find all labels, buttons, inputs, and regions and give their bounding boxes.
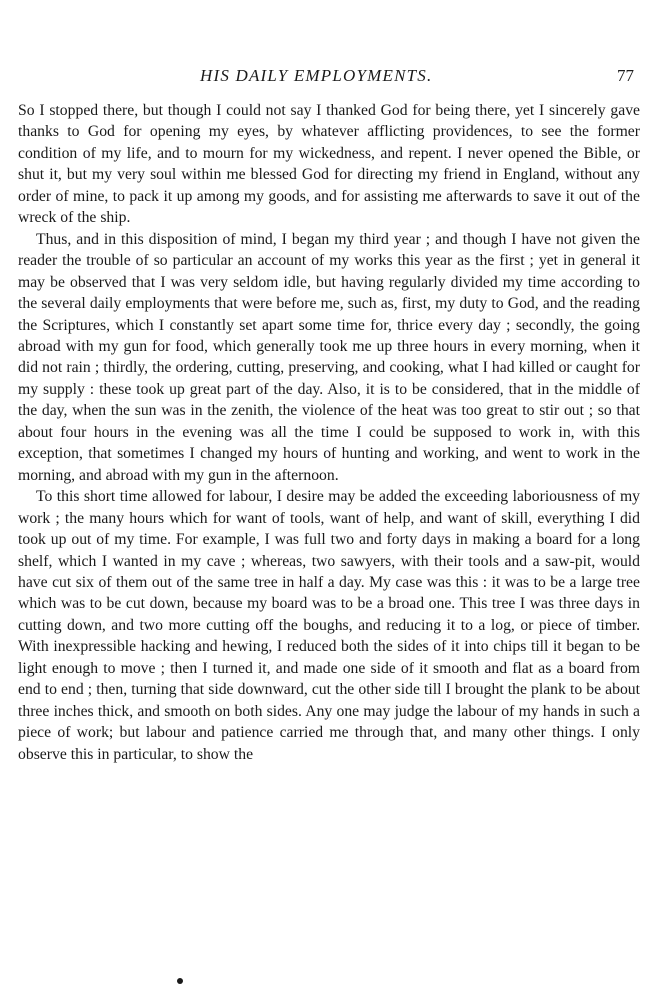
printer-mark: [177, 978, 183, 984]
running-title: HIS DAILY EMPLOYMENTS.: [200, 66, 433, 85]
running-head: [0, 66, 667, 90]
body-text: [18, 100, 640, 765]
paragraph: To this short time allowed for labour, I desire may be added the exceeding laboriousness of my work ; the many hours which for want of tools, want of help, and want of skill, everything I did took up out of my time. For example, I was full two and forty days in making a board for a long shelf, which I wanted in my cave ; whereas, two sawyers, with their tools and a saw-pit, would have cut six of them out of the same tree in half a day. My case was this : it was to be a large tree which was to be cut down, because my board was to be a broad one. This tree I was three days in cutting down, and two more cutting off the boughs, and reducing it to a log, or piece of timber. With inexpressible hacking and hewing, I reduced both the sides of it into chips till it began to be light enough to move ; then I turned it, and made one side of it smooth and flat as a board from end to end ; then, turning that side downward, cut the other side till I brought the plank to be about three inches thick, and smooth on both sides. Any one may judge the labour of my hands in such a piece of work; but labour and patience carried me through that, and many other things. I only observe this in particular, to show the: [18, 488, 640, 763]
page-number: 77: [617, 66, 634, 85]
paragraph: Thus, and in this disposition of mind, I began my third year ; and though I have not given the reader the trouble of so particular an account of my works this year as the first ; yet in general it may be observed that I was very seldom idle, but having regularly divided my time according to the several daily employments that were before me, such as, first, my duty to God, and the reading the Scriptures, which I constantly set apart some time for, thrice every day ; secondly, the going abroad with my gun for food, which generally took me up three hours in every morning, when it did not rain ; thirdly, the ordering, cutting, preserving, and cooking, what I had killed or caught for my supply : these took up great part of the day. Also, it is to be considered, that in the middle of the day, when the sun was in the zenith, the violence of the heat was too great to stir out ; so that about four hours in the evening was all the time I could be supposed to work in, with this exception, that sometimes I changed my hours of hunting and working, and went to work in the morning, and abroad with my gun in the afternoon.: [18, 230, 640, 484]
paragraph: So I stopped there, but though I could not say I thanked God for being there, yet I sincerely gave thanks to God for opening my eyes, by whatever afflicting providences, to see the former condition of my life, and to mourn for my wickedness, and repent. I never opened the Bible, or shut it, but my very soul within me blessed God for directing my friend in England, without any order of mine, to pack it up among my goods, and for assisting me afterwards to save it out of the wreck of the ship.: [18, 102, 640, 227]
